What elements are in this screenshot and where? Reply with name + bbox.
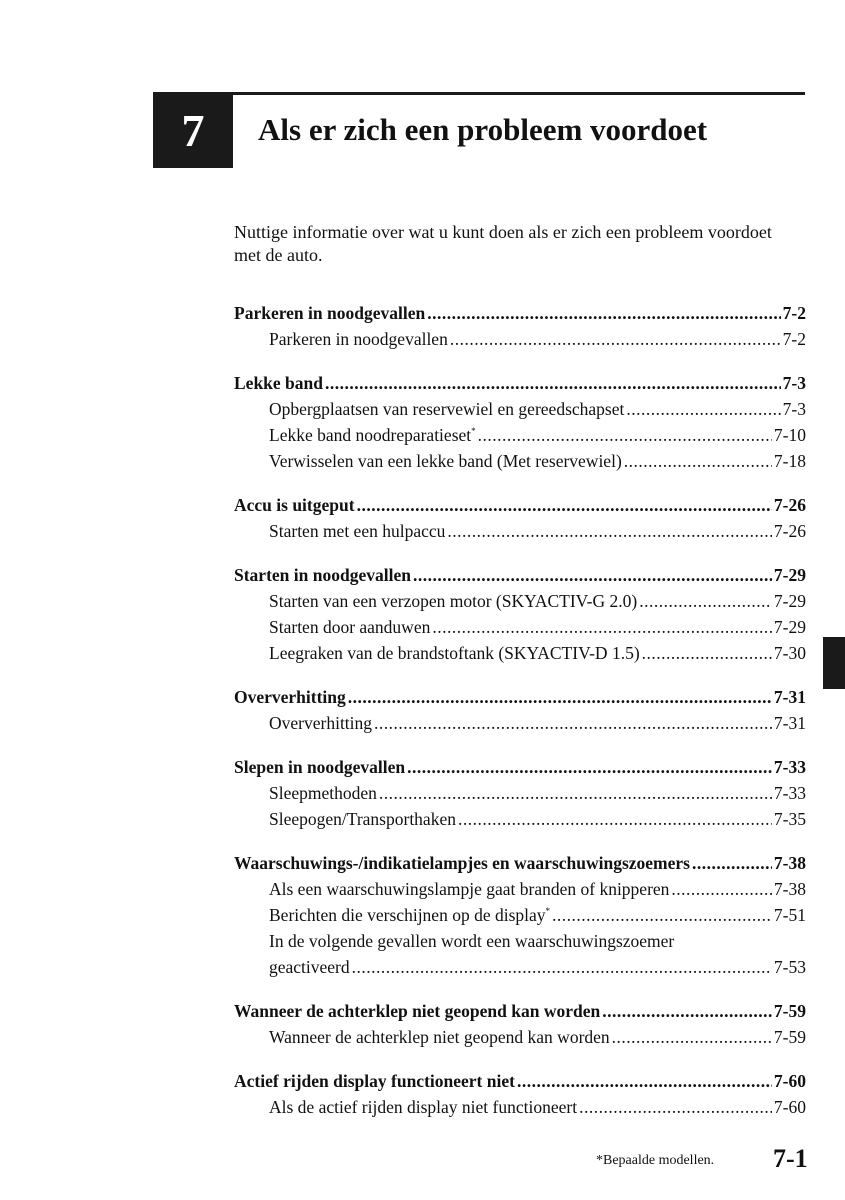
toc-entry-title-text: Parkeren in noodgevallen <box>269 329 448 349</box>
toc-entry[interactable] <box>234 640 806 666</box>
dot-leader <box>427 300 780 326</box>
toc-section <box>234 562 806 666</box>
dot-leader <box>413 562 772 588</box>
toc-entry-title-text: Sleepogen/Transporthaken <box>269 809 456 829</box>
toc-entry-title <box>269 640 640 666</box>
toc-section-heading-title <box>234 850 690 876</box>
dot-leader <box>325 370 781 396</box>
toc-entry-title-text: Starten van een verzopen motor (SKYACTIV-G 2.0) <box>269 591 638 611</box>
toc-section-heading-title-text: Lekke band <box>234 373 323 393</box>
toc-entry-title <box>269 614 430 640</box>
toc-entry-page: 7-2 <box>782 329 806 349</box>
toc-entry-page: 7-53 <box>773 957 806 977</box>
toc-section-heading[interactable] <box>234 850 806 876</box>
toc-entry[interactable] <box>234 422 806 448</box>
toc-entry-title <box>269 422 476 448</box>
toc-entry-page: 7-31 <box>773 713 806 733</box>
toc-entry-title-text: Verwisselen van een lekke band (Met reservewiel) <box>269 451 622 471</box>
toc-section <box>234 1068 806 1120</box>
dot-leader <box>626 396 780 422</box>
toc-entry[interactable] <box>234 588 806 614</box>
toc-section-heading[interactable] <box>234 370 806 396</box>
dot-leader <box>374 710 772 736</box>
toc-entry-page: 7-26 <box>773 521 806 541</box>
toc-entry[interactable] <box>234 710 806 736</box>
toc-entry-page: 7-18 <box>773 451 806 471</box>
toc-entry[interactable] <box>234 1024 806 1050</box>
toc-section-heading-title-text: Oververhitting <box>234 687 346 707</box>
dot-leader <box>447 518 772 544</box>
toc-section-heading-title <box>234 1068 515 1094</box>
toc-entry[interactable] <box>234 780 806 806</box>
header-rule <box>233 92 805 95</box>
dot-leader <box>612 1024 772 1050</box>
toc-entry[interactable] <box>234 448 806 474</box>
toc-section-heading[interactable] <box>234 300 806 326</box>
chapter-title: Als er zich een probleem voordoet <box>258 112 708 147</box>
toc-section <box>234 370 806 474</box>
model-footnote-mark: * <box>545 906 551 917</box>
dot-leader <box>478 422 772 448</box>
dot-leader <box>407 754 772 780</box>
toc-entry[interactable] <box>234 614 806 640</box>
toc-section <box>234 492 806 544</box>
toc-entry-title <box>269 928 674 954</box>
toc-section-heading-title <box>234 684 346 710</box>
toc-section-heading-title-text: Wanneer de achterklep niet geopend kan worden <box>234 1001 601 1021</box>
toc-entry-page: 7-30 <box>773 643 806 663</box>
toc-entry-page: 7-60 <box>773 1097 806 1117</box>
toc-entry-title-text: Wanneer de achterklep niet geopend kan worden <box>269 1027 610 1047</box>
dot-leader <box>352 954 772 980</box>
toc-section-heading-page: 7-3 <box>782 373 806 393</box>
toc-section-heading-title <box>234 300 425 326</box>
toc-entry-title <box>269 954 350 980</box>
toc-section <box>234 684 806 736</box>
model-footnote-mark: * <box>471 426 476 437</box>
toc-entry-title-text: Starten met een hulpaccu <box>269 521 446 541</box>
toc-entry-title-text: Leegraken van de brandstoftank (SKYACTIV-D 1.5) <box>269 643 640 663</box>
toc-entry[interactable] <box>234 902 806 928</box>
toc-entry-page: 7-35 <box>773 809 806 829</box>
toc-entry-page: 7-38 <box>773 879 806 899</box>
table-of-contents <box>234 300 806 1138</box>
toc-entry-title <box>269 326 448 352</box>
dot-leader <box>357 492 772 518</box>
toc-section-heading[interactable] <box>234 998 806 1024</box>
toc-entry-title-text: Berichten die verschijnen op de display <box>269 905 546 925</box>
chapter-side-tab <box>823 637 845 689</box>
toc-section-heading[interactable] <box>234 684 806 710</box>
toc-entry[interactable] <box>234 806 806 832</box>
dot-leader <box>552 902 772 928</box>
dot-leader <box>379 780 772 806</box>
toc-entry-page: 7-59 <box>773 1027 806 1047</box>
dot-leader <box>639 588 772 614</box>
dot-leader <box>671 876 772 902</box>
dot-leader <box>624 448 772 474</box>
toc-entry-title-text: Als een waarschuwingslampje gaat branden of knipperen <box>269 879 670 899</box>
toc-entry-page: 7-29 <box>773 591 806 611</box>
toc-entry-title-text: Lekke band noodreparatieset <box>269 425 472 445</box>
toc-section-heading-title-text: Waarschuwings-/indikatielampjes en waarschuwingszoemers <box>234 853 690 873</box>
toc-entry-title <box>269 1024 610 1050</box>
toc-entry[interactable] <box>234 1094 806 1120</box>
toc-entry-title-text: Starten door aanduwen <box>269 617 431 637</box>
toc-section-heading-title-text: Slepen in noodgevallen <box>234 757 406 777</box>
dot-leader <box>517 1068 772 1094</box>
toc-section-heading[interactable] <box>234 754 806 780</box>
intro-text: Nuttige informatie over wat u kunt doen als er zich een probleem voordoet met de auto. <box>234 222 772 265</box>
dot-leader <box>579 1094 772 1120</box>
toc-entry-title <box>269 1094 577 1120</box>
toc-entry[interactable] <box>234 928 806 954</box>
toc-entry-title <box>269 876 669 902</box>
toc-entry-page: 7-33 <box>773 783 806 803</box>
dot-leader <box>602 998 772 1024</box>
toc-section-heading-title <box>234 562 411 588</box>
toc-entry-title-text: Oververhitting <box>269 713 373 733</box>
toc-section-heading-page: 7-38 <box>773 853 806 873</box>
toc-section-heading-page: 7-2 <box>782 303 806 323</box>
toc-entry-title-text: geactiveerd <box>269 957 350 977</box>
toc-section <box>234 850 806 980</box>
dot-leader <box>348 684 772 710</box>
toc-entry-title <box>269 710 372 736</box>
chapter-number: 7 <box>181 104 205 156</box>
dot-leader <box>458 806 772 832</box>
toc-entry-title-text: Als de actief rijden display niet functioneert <box>269 1097 578 1117</box>
toc-section-heading-page: 7-60 <box>773 1071 806 1091</box>
toc-section-heading[interactable] <box>234 1068 806 1094</box>
toc-entry-title <box>269 780 377 806</box>
toc-section-heading-title <box>234 492 355 518</box>
toc-entry-page: 7-51 <box>773 905 806 925</box>
toc-entry-title-text: In de volgende gevallen wordt een waarschuwingszoemer <box>269 931 675 951</box>
toc-entry[interactable] <box>234 518 806 544</box>
toc-entry-title <box>269 588 637 614</box>
toc-section-heading-title <box>234 370 323 396</box>
toc-section-heading-page: 7-59 <box>773 1001 806 1021</box>
toc-section-heading-title-text: Accu is uitgeput <box>234 495 355 515</box>
chapter-number-box <box>153 92 233 168</box>
toc-entry-page: 7-29 <box>773 617 806 637</box>
toc-section-heading-title <box>234 998 600 1024</box>
toc-section-heading-title-text: Actief rijden display functioneert niet <box>234 1071 515 1091</box>
toc-entry-title <box>269 806 456 832</box>
dot-leader <box>450 326 781 352</box>
toc-section <box>234 998 806 1050</box>
toc-section-heading-title <box>234 754 405 780</box>
toc-entry[interactable] <box>234 396 806 422</box>
toc-section-heading-title-text: Parkeren in noodgevallen <box>234 303 426 323</box>
page-number: 7-1 <box>773 1144 808 1173</box>
toc-section-heading[interactable] <box>234 562 806 588</box>
toc-entry-title <box>269 396 624 422</box>
toc-section <box>234 300 806 352</box>
toc-entry-title <box>269 448 622 474</box>
toc-section <box>234 754 806 832</box>
toc-entry-page: 7-3 <box>782 399 806 419</box>
dot-leader <box>642 640 772 666</box>
toc-entry-page: 7-10 <box>773 425 806 445</box>
toc-entry[interactable] <box>234 954 806 980</box>
dot-leader <box>692 850 772 876</box>
toc-section-heading-page: 7-29 <box>773 565 806 585</box>
toc-section-heading-page: 7-33 <box>773 757 806 777</box>
toc-entry[interactable] <box>234 326 806 352</box>
dot-leader <box>432 614 772 640</box>
toc-section-heading-title-text: Starten in noodgevallen <box>234 565 411 585</box>
footnote: *Bepaalde modellen. <box>596 1153 715 1168</box>
toc-entry-title-text: Opbergplaatsen van reservewiel en gereedschapset <box>269 399 625 419</box>
toc-section-heading-page: 7-31 <box>773 687 806 707</box>
toc-entry-title <box>269 902 550 928</box>
toc-section-heading[interactable] <box>234 492 806 518</box>
toc-entry[interactable] <box>234 876 806 902</box>
toc-entry-title <box>269 518 445 544</box>
toc-entry-title-text: Sleepmethoden <box>269 783 377 803</box>
toc-section-heading-page: 7-26 <box>773 495 806 515</box>
